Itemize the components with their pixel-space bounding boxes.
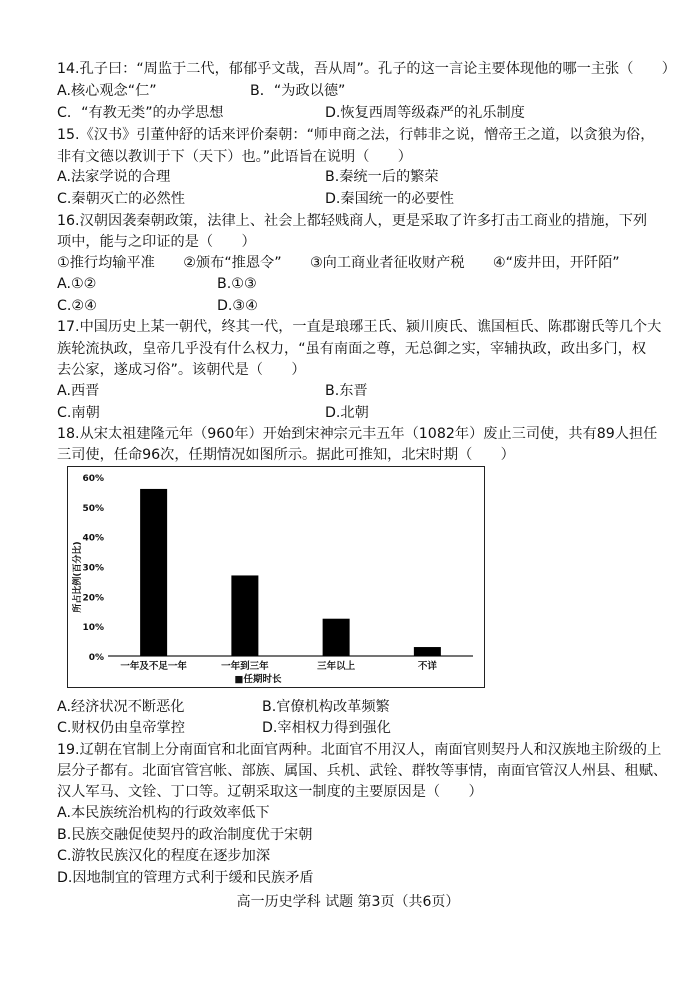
q19-option-c: C.游牧民族汉化的程度在逐步加深 <box>57 848 271 864</box>
q19-stem-line1: 19.辽朝在官制上分南面官和北面官两种。北面官不用汉人，南面官则契丹人和汉族地主阶级的上 <box>57 742 662 758</box>
q19-stem-line3: 汉人军马、文铨、丁口等。辽朝采取这一制度的主要原因是（ ） <box>57 784 483 800</box>
q15-option-d: D.秦国统一的必要性 <box>325 191 454 207</box>
y-tick-label: 30% <box>82 563 104 574</box>
q18-bar-chart <box>68 467 483 686</box>
y-tick-label: 40% <box>82 533 104 544</box>
q16-option-b: B.①③ <box>217 276 257 292</box>
q16-option-d: D.③④ <box>217 298 258 314</box>
q18-option-b: B.官僚机构改革频繁 <box>262 699 390 715</box>
y-tick-label: 0% <box>88 653 104 663</box>
q14-option-c: C．“有教无类”的办学思想 <box>57 105 224 121</box>
q17-option-c: C.南朝 <box>57 405 100 421</box>
q15-option-a: A.法家学说的合理 <box>57 169 171 185</box>
y-axis-title: 所占比例(百分比) <box>73 541 83 613</box>
q18-option-c: C.财权仍由皇帝掌控 <box>57 720 185 736</box>
q14-stem: 14.孔子曰：“周监于二代，郁郁乎文哉，吾从周”。孔子的这一言论主要体现他的哪一主张（ ） <box>57 61 676 77</box>
bar <box>323 619 350 656</box>
q14-option-d: D.恢复西周等级森严的礼乐制度 <box>325 105 525 121</box>
q17-option-a: A.西晋 <box>57 383 100 399</box>
q16-items: ①推行均输平准 ②颁布“推恩令” ③向工商业者征收财产税 ④“废井田，开阡陌” <box>57 255 620 271</box>
y-tick-label: 50% <box>82 503 104 514</box>
q15-stem-line2: 非有文德以教训于下（天下）也。”此语旨在说明（ ） <box>57 149 412 165</box>
q19-option-d: D.因地制宜的管理方式利于缓和民族矛盾 <box>57 870 314 886</box>
q18-stem-line2: 三司使，任命96次，任期情况如图所示。据此可推知，北宋时期（ ） <box>57 447 515 463</box>
q16-stem-line2: 项中，能与之印证的是（ ） <box>57 234 256 250</box>
q19-stem-line2: 层分子都有。北面官管宫帐、部族、属国、兵机、武铨、群牧等事情，南面官管汉人州县、租赋、 <box>57 763 668 779</box>
q17-option-b: B.东晋 <box>325 383 368 399</box>
q14-option-b: B．“为政以德” <box>250 83 346 99</box>
q15-stem-line1: 15.《汉书》引董仲舒的话来评价秦朝：“师申商之法，行韩非之说，憎帝王之道，以贪狼为俗， <box>57 127 655 143</box>
q16-option-c: C.②④ <box>57 298 97 314</box>
y-tick-label: 10% <box>82 623 104 634</box>
y-tick-label: 20% <box>82 593 104 604</box>
q18-option-a: A.经济状况不断恶化 <box>57 699 185 715</box>
q15-option-b: B.秦统一后的繁荣 <box>325 169 439 185</box>
q17-stem-line2: 族轮流执政，皇帝几乎没有什么权力，“虽有南面之尊，无总御之实，宰辅执政，政出多门，权 <box>57 341 647 357</box>
bar <box>414 647 441 656</box>
q18-option-d: D.宰相权力得到强化 <box>262 720 391 736</box>
q18-chart-frame <box>67 466 485 688</box>
x-tick-label: 三年以上 <box>317 661 356 672</box>
legend-label: ■任期时长 <box>234 674 282 685</box>
q19-option-b: B.民族交融促使契丹的政治制度优于宋朝 <box>57 827 313 843</box>
q16-stem-line1: 16.汉朝因袭秦朝政策，法律上、社会上都轻贱商人，更是采取了许多打击工商业的措施，下列 <box>57 213 648 229</box>
q17-stem-line1: 17.中国历史上某一朝代，终其一代，一直是琅琊王氏、颍川庾氏、谯国桓氏、陈郡谢氏等几个大 <box>57 319 662 335</box>
bar <box>140 489 167 656</box>
page-footer: 高一历史学科 试题 第3页（共6页） <box>236 894 460 910</box>
q17-option-d: D.北朝 <box>325 405 369 421</box>
q15-option-c: C.秦朝灭亡的必然性 <box>57 191 185 207</box>
q19-option-a: A.本民族统治机构的行政效率低下 <box>57 805 270 821</box>
x-tick-label: 不详 <box>417 661 437 672</box>
q17-stem-line3: 去公家，遂成习俗”。该朝代是（ ） <box>57 362 306 378</box>
q14-option-a: A.核心观念“仁” <box>57 83 157 99</box>
x-tick-label: 一年到三年 <box>221 661 269 672</box>
y-tick-label: 60% <box>82 474 104 484</box>
x-tick-label: 一年及不足一年 <box>120 661 187 672</box>
q16-option-a: A.①② <box>57 276 97 292</box>
q18-stem-line1: 18.从宋太祖建隆元年（960年）开始到宋神宗元丰五年（1082年）废止三司使，共有89人担任 <box>57 426 658 442</box>
bar <box>231 575 258 656</box>
